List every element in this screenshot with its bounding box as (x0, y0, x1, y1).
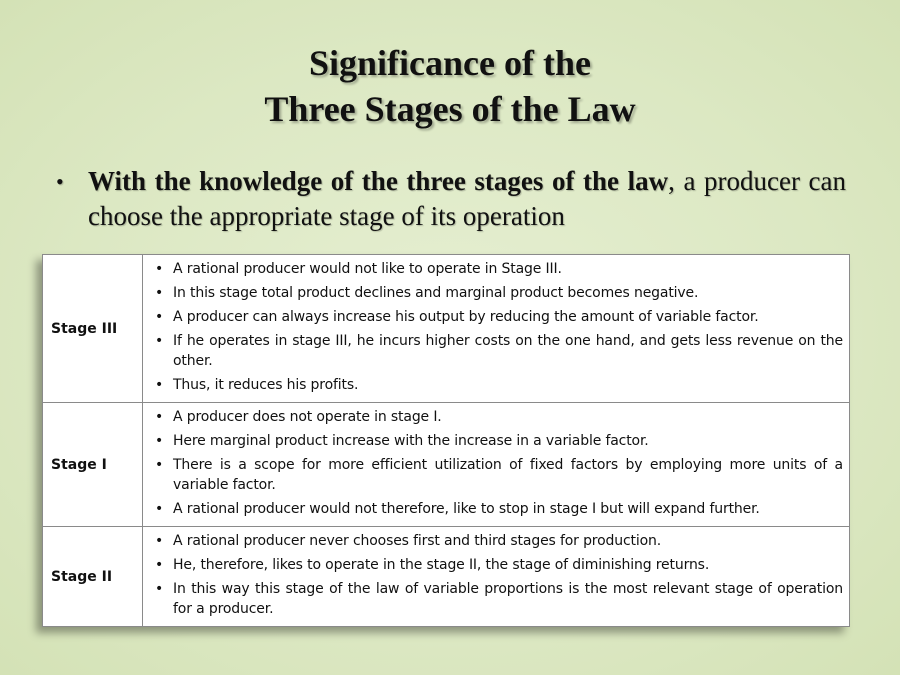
list-item: • A producer does not operate in stage I. (151, 407, 843, 427)
list-item: • In this way this stage of the law of variable proportions is the most relevant stage of operation for a producer. (151, 579, 843, 619)
bullet-dot-icon: • (56, 169, 64, 194)
intro-bullet-text (88, 164, 846, 234)
stage-points (143, 255, 850, 403)
list-item: • If he operates in stage III, he incurs higher costs on the one hand, and gets less revenue on the other. (151, 331, 843, 371)
list-item: • Thus, it reduces his profits. (151, 375, 843, 395)
list-item: • A producer can always increase his output by reducing the amount of variable factor. (151, 307, 843, 327)
slide-title (0, 40, 900, 132)
list-item: • He, therefore, likes to operate in the stage II, the stage of diminishing returns. (151, 555, 843, 575)
stage-points (143, 403, 850, 527)
intro-bullet-rest: , a producer can choose the appropriate stage of its operation (88, 166, 846, 231)
intro-bullet (56, 164, 846, 234)
stage-label: Stage III (43, 255, 143, 403)
stages-table-container (42, 254, 850, 627)
intro-bullet-bold: With the knowledge of the three stages of the law (88, 166, 669, 196)
list-item: • Here marginal product increase with the increase in a variable factor. (151, 431, 843, 451)
list-item: • A rational producer never chooses first and third stages for production. (151, 531, 843, 551)
table-row (43, 527, 850, 627)
stage-points (143, 527, 850, 627)
stage-label: Stage I (43, 403, 143, 527)
table-row (43, 255, 850, 403)
table-row (43, 403, 850, 527)
stage-label: Stage II (43, 527, 143, 627)
stages-table (42, 254, 850, 627)
list-item: • In this stage total product declines and marginal product becomes negative. (151, 283, 843, 303)
list-item: • There is a scope for more efficient utilization of fixed factors by employing more units of a variable factor. (151, 455, 843, 495)
slide-title-line1: Significance of the (309, 43, 591, 83)
list-item: • A rational producer would not therefore, like to stop in stage I but will expand further. (151, 499, 843, 519)
list-item: • A rational producer would not like to operate in Stage III. (151, 259, 843, 279)
slide-title-line2: Three Stages of the Law (264, 89, 636, 129)
